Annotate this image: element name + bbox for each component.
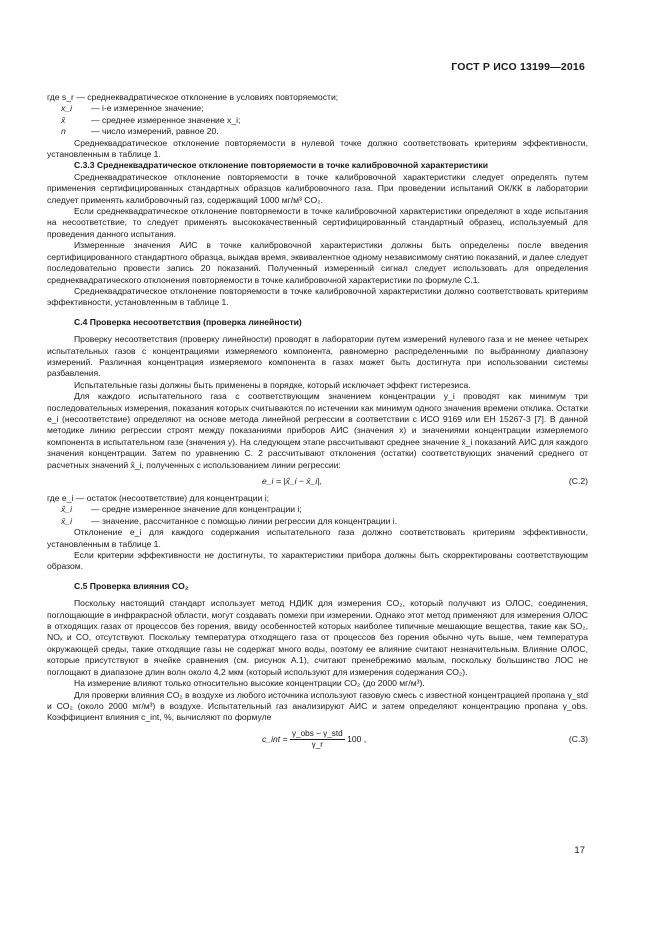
- symbol: x̂_i: [61, 504, 72, 515]
- formula-denominator: γ_r: [311, 740, 324, 750]
- paragraph: Поскольку настоящий стандарт использует метод НДИК для измерения CO₂, который получают из ОЛОС, соединения, поглощающие в инфракрасной области, могут создавать помехи при измерении. Однако этот метод применяют для измерения ОЛОС в отходящих газах от процессов без горения, ввиду особенностей которых наиболее типичные мешающие вещества, такие как SO₂, NOₓ и CO, отсутствуют. Поскольку температура отходящего газа от процессов без горения обычно чуть выше, чем температура окружающей среды, такие отходящие газы не содержат много воды, поэтому ее влияние считают незначительным. Влияние ОЛОС, которые присутствуют в ячейке сравнения (см. рисунок А.1), считают пренебрежимо малым, поскольку большинство ЛОС не поглощают в диапазоне длин волн около 4,2 мкм (который используют для измерения содержания CO₂).: [47, 598, 588, 677]
- symbol-desc: — средне измеренное значение для концентрации i;: [91, 504, 302, 515]
- symbol: x̄_i: [61, 515, 72, 526]
- paragraph: Среднеквадратическое отклонение повторяемости в точке калибровочной характеристики должно соответствовать критериям эффективности, установленным в таблице 1.: [47, 285, 588, 308]
- formula-expression: e_i = |x̂_i − x̄_i|,: [262, 476, 322, 487]
- formula-c3: [47, 724, 588, 756]
- paragraph-where-sr: где s_r — среднеквадратическое отклонение в условиях повторяемости;: [47, 92, 339, 102]
- symbol: x_i: [61, 103, 72, 114]
- symbol-list-1: [47, 103, 588, 137]
- symbol: x̄: [61, 114, 66, 125]
- paragraph: Для проверки влияния CO₂ в воздухе из любого источника используют газовую смесь с известной концентрацией пропана γ_std и CO₂ (около 2000 мг/м³) в воздухе. Испытательный газ анализируют АИС и затем определяют концентрацию пропана γ_obs. Коэффициент влияния c_int, %, вычисляют по формуле: [47, 689, 588, 723]
- list-item: [47, 103, 588, 114]
- document-body: [47, 92, 588, 756]
- section-heading-c5: С.5 Проверка влияния CO₂: [74, 580, 189, 591]
- formula-lhs: c_int =: [262, 733, 288, 744]
- list-item: [47, 126, 588, 137]
- paragraph: На измерение влияют только относительно высокие концентрации CO₂ (до 2000 мг/м³).: [74, 678, 425, 689]
- document-header: ГОСТ Р ИСО 13199—2016: [451, 61, 585, 73]
- paragraph: Отклонение e_i для каждого содержания испытательного газа должно соответствовать критериям эффективности, установленным в таблице 1.: [47, 527, 588, 549]
- list-item: [47, 516, 588, 527]
- paragraph: Среднеквадратическое отклонение повторяемости в точке калибровочной характеристики следует определять путем применения сертифицированных стандартных образцов калибровочного газа. При проведении испытаний ОК/КК в лаборатории следует применять калибровочный газ, содержащий 1000 мг/м³ CO₂.: [47, 171, 588, 205]
- formula-number: (С.2): [568, 476, 588, 487]
- list-item: [47, 504, 588, 515]
- paragraph: Испытательные газы должны быть применены в порядке, который исключает эффект гистерезиса.: [74, 379, 471, 390]
- paragraph: Если критерии эффективности не достигнуты, то характеристики прибора должны быть скорректированы соответствующим образом.: [47, 550, 588, 572]
- symbol-desc: — среднее измеренное значение x_i;: [91, 114, 241, 125]
- formula-c2: [47, 471, 588, 493]
- formula-fraction: [290, 729, 345, 750]
- formula-number: (С.3): [568, 734, 588, 745]
- page-number: 17: [574, 845, 585, 856]
- paragraph: Если среднеквадратическое отклонение повторяемости в точке калибровочной характеристики определяют в ходе испытания на несоответствие, то следует применять высококачественный сертифицированный стандартный образец, используемый для проведения данного испытания.: [47, 206, 588, 239]
- formula-numerator: γ_obs − γ_std: [291, 729, 343, 739]
- symbol-desc: — число измерений, равное 20.: [91, 126, 219, 137]
- list-item: [47, 115, 588, 126]
- formula-expression: [262, 729, 366, 750]
- symbol-desc: — значение, рассчитанное с помощью линии регрессии для концентрации i.: [91, 515, 398, 526]
- symbol-desc: — i-е измеренное значение;: [91, 103, 204, 114]
- paragraph: Для каждого испытательного газа с соответствующим значением концентрации y_i проводят как минимум три последовательных измерения, показания которых считываются по истечении как минимум одного значения времени отклика. Остатки e_i (несоответствие) определяют на основе метода линейной регрессии в соответствии с ИСО 9169 или ЕН 15267-3 [7]. В данной методике линию регрессии строят между показаниями приборов АИС (значения x) и значениями концентрации измеряемого компонента в испытательном газе (значения y). На следующем этапе рассчитывают среднее значение x̄_i показаний АИС для каждого значения концентрации. Затем по уравнению С. 2 рассчитывают отклонения (остатки) соответствующих значений среднего от расчетных значений x̂_i, полученных с использованием линии регрессии:: [47, 391, 588, 470]
- paragraph: Измеренные значения АИС в точке калибровочной характеристики должны быть определены после введения сертифицированного стандартного образца, выждав время, эквивалентное одному независимому снятию показаний, и далее следует последовательно провести запись 20 показаний. Полученный измеренный сигнал следует использовать для определения среднеквадратического отклонения повторяемости в точке калибровочной характеристики по формуле С.1.: [47, 240, 588, 285]
- symbol: n: [61, 126, 66, 137]
- symbol-list-2: [47, 504, 588, 527]
- paragraph: Среднеквадратическое отклонение повторяемости в нулевой точке должно соответствовать критериям эффективности, установленным в таблице 1.: [47, 137, 588, 160]
- formula-tail: 100 ,: [347, 733, 367, 744]
- paragraph-where-ei: где e_i — остаток (несоответствие) для концентрации i;: [47, 493, 270, 503]
- section-heading-c33: С.3.3 Среднеквадратическое отклонение повторяемости в точке калибровочной характеристики: [74, 160, 488, 171]
- paragraph: Проверку несоответствия (проверку линейности) проводят в лаборатории путем измерений нулевого газа и не менее четырех испытательных газов с концентрациями измеряемого компонента, равномерно распределенными по выбранному диапазону измерений. Различная концентрация измеряемого компонента в газах может быть достигнута при использовании системы разбавления.: [47, 334, 588, 379]
- section-heading-c4: С.4 Проверка несоответствия (проверка линейности): [74, 316, 302, 327]
